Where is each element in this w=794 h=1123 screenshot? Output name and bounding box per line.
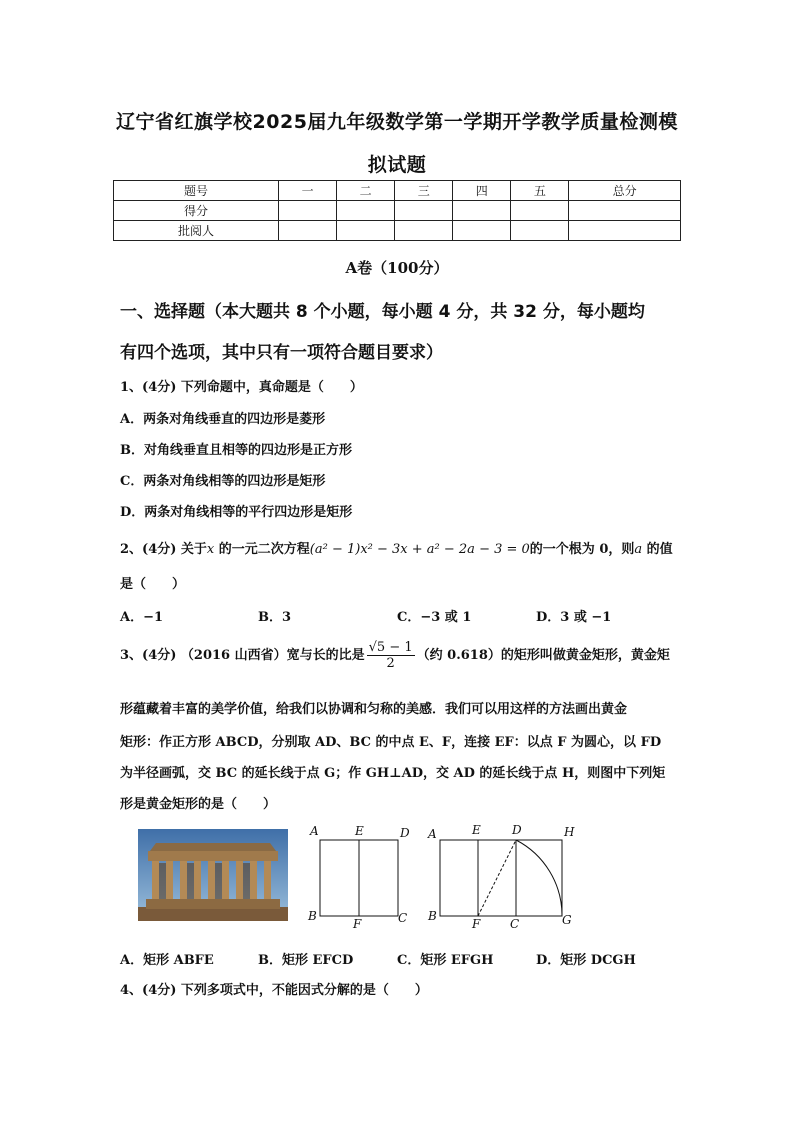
figure-square-abcd — [304, 822, 416, 930]
score-table-header: 四 — [453, 181, 511, 201]
golden-ratio-fraction — [367, 640, 415, 671]
q2-option-a: A．−1 — [120, 610, 164, 625]
score-cell — [511, 201, 569, 221]
q2-suffix1: 的一个根为 0，则 — [529, 542, 635, 557]
score-table-header: 总分 — [569, 181, 681, 201]
score-cell — [279, 201, 337, 221]
score-cell — [511, 221, 569, 241]
score-cell — [453, 201, 511, 221]
q2-stem-line2: 是（ ） — [120, 577, 186, 592]
fig2-label-c: C — [510, 917, 520, 931]
score-row-label: 得分 — [114, 201, 279, 221]
q3-option-b: B．矩形 EFCD — [258, 953, 354, 968]
score-table-row — [114, 201, 681, 221]
q2-mid: 的一元二次方程 — [214, 542, 310, 557]
score-table-row — [114, 221, 681, 241]
section-a-heading: A卷（100分） — [345, 259, 449, 277]
score-table-header-row — [114, 181, 681, 201]
exam-title-line2: 拟试题 — [367, 154, 427, 176]
q3-stem-line1 — [120, 640, 670, 671]
fig1-label-c: C — [398, 911, 408, 925]
q3-prefix: 3、(4分) （2016 山西省）宽与长的比是 — [120, 648, 365, 663]
q1-option-a: A．两条对角线垂直的四边形是菱形 — [120, 412, 326, 427]
fig2-label-h: H — [564, 825, 575, 839]
figure-golden-rectangle — [424, 820, 584, 932]
q2-option-b: B．3 — [258, 610, 292, 625]
fraction-numerator: √5 − 1 — [368, 640, 413, 655]
q2-var-x: x — [206, 542, 215, 557]
part1-heading-line1: 一、选择题（本大题共 8 个小题，每小题 4 分，共 32 分，每小题均 — [120, 302, 645, 322]
score-cell — [569, 201, 681, 221]
score-table-header: 五 — [511, 181, 569, 201]
fig1-label-d: D — [400, 826, 410, 840]
q3-stem-line4: 为半径画弧，交 BC 的延长线于点 G；作 GH⊥AD，交 AD 的延长线于点 H，则图中下列矩 — [120, 766, 666, 781]
exam-title-line1: 辽宁省红旗学校2025届九年级数学第一学期开学教学质量检测模 — [116, 111, 678, 133]
q2-prefix: 2、(4分) 关于 — [120, 542, 207, 557]
score-table-header: 三 — [395, 181, 453, 201]
q3-stem-line3: 矩形：作正方形 ABCD，分别取 AD、BC 的中点 E、F，连接 EF：以点 F 为圆心，以 FD — [120, 735, 662, 750]
score-row-label: 批阅人 — [114, 221, 279, 241]
score-table-header: 二 — [337, 181, 395, 201]
q2-equation: (a² − 1)x² − 3x + a² − 2a − 3 = 0 — [309, 542, 530, 557]
part1-heading-line2: 有四个选项，其中只有一项符合题目要求） — [120, 343, 443, 363]
q1-option-c: C．两条对角线相等的四边形是矩形 — [120, 474, 326, 489]
fig1-label-a: A — [310, 824, 319, 838]
q1-option-b: B．对角线垂直且相等的四边形是正方形 — [120, 443, 352, 458]
score-cell — [279, 221, 337, 241]
score-table — [113, 180, 681, 241]
score-cell — [395, 201, 453, 221]
score-table-header: 题号 — [114, 181, 279, 201]
score-cell — [569, 221, 681, 241]
q3-stem-line5: 形是黄金矩形的是（ ） — [120, 797, 277, 812]
fig2-label-g: G — [562, 913, 572, 927]
fig2-label-b: B — [428, 909, 437, 923]
score-cell — [337, 221, 395, 241]
fig2-label-d: D — [512, 823, 522, 837]
score-cell — [395, 221, 453, 241]
q3-option-a: A．矩形 ABFE — [120, 953, 214, 968]
fig1-label-e: E — [355, 824, 364, 838]
score-cell — [453, 221, 511, 241]
q2-stem-line1 — [120, 538, 673, 557]
fig2-label-e: E — [472, 823, 481, 837]
fig2-label-a: A — [428, 827, 437, 841]
q1-stem: 1、(4分) 下列命题中，真命题是（ ） — [120, 380, 363, 395]
q3-stem-line2: 形蕴藏着丰富的美学价值，给我们以协调和匀称的美感．我们可以用这样的方法画出黄金 — [120, 702, 628, 717]
fraction-denominator: 2 — [386, 656, 395, 671]
q2-option-d: D．3 或 −1 — [536, 610, 612, 625]
q4-stem: 4、(4分) 下列多项式中，不能因式分解的是（ ） — [120, 983, 428, 998]
score-table-header: 一 — [279, 181, 337, 201]
q1-option-d: D．两条对角线相等的平行四边形是矩形 — [120, 505, 353, 520]
score-cell — [337, 201, 395, 221]
parthenon-photo — [138, 829, 288, 921]
fig2-label-f: F — [472, 917, 481, 931]
q2-option-c: C．−3 或 1 — [397, 610, 472, 625]
q3-option-d: D．矩形 DCGH — [536, 953, 636, 968]
q3-option-c: C．矩形 EFGH — [397, 953, 494, 968]
fig1-label-f: F — [353, 917, 362, 930]
q3-suffix: （约 0.618）的矩形叫做黄金矩形，黄金矩 — [416, 648, 670, 663]
q2-suffix2: 的值 — [642, 542, 673, 557]
fig1-label-b: B — [308, 909, 317, 923]
q2-var-a: a — [634, 542, 643, 557]
